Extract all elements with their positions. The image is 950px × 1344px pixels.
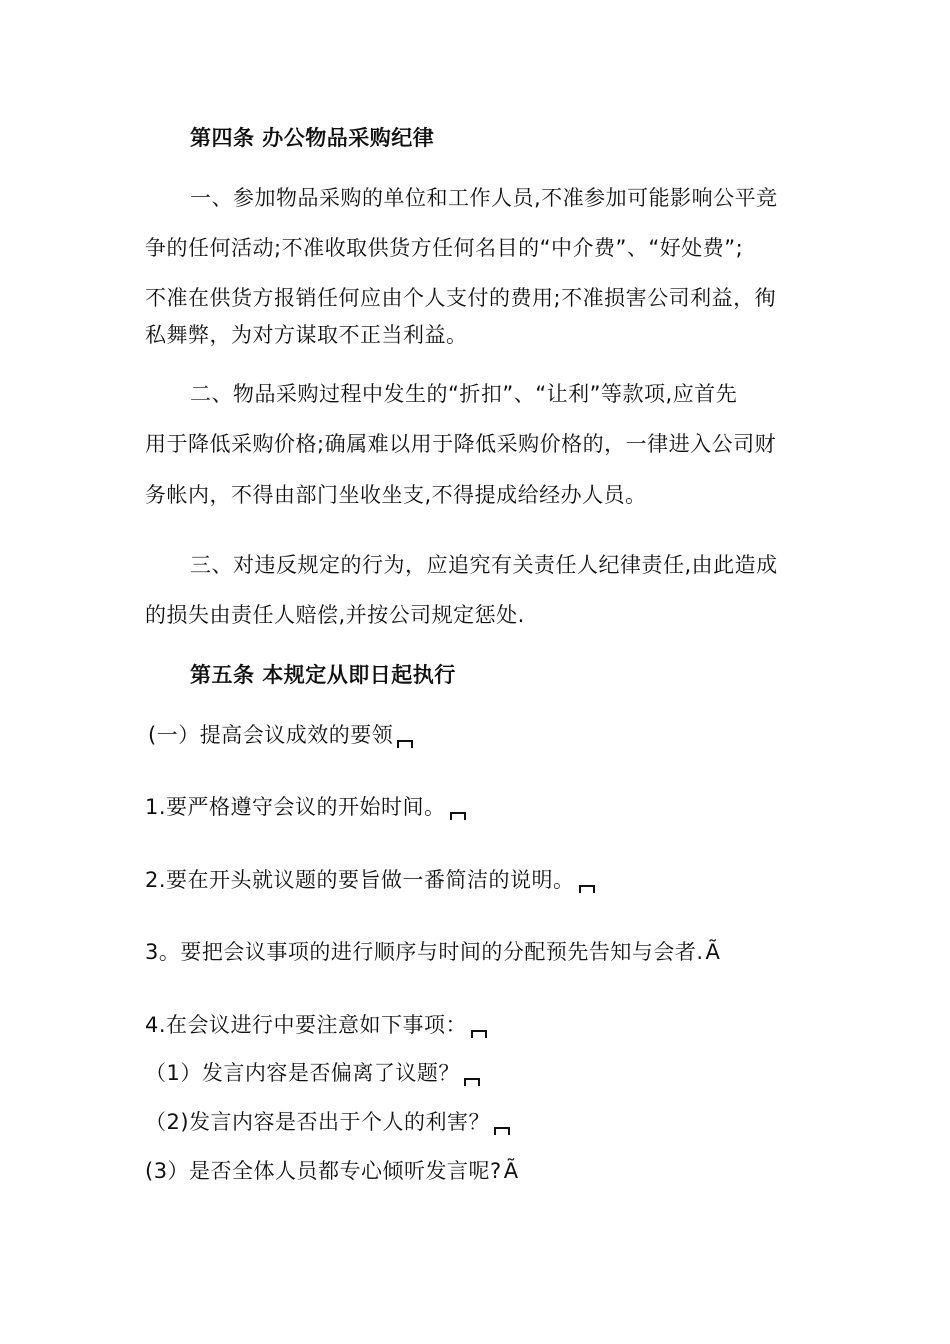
- list-item-3-mark: Ã: [705, 940, 721, 964]
- sub-item-1: [145, 1059, 480, 1087]
- paragraph-1-line-3: 不准在供货方报销任何应由个人支付的费用;不准损害公司利益，徇: [145, 286, 777, 310]
- paragraph-1-line-4: 私舞弊，为对方谋取不正当利益。: [145, 323, 468, 347]
- bracket-mark-icon: [494, 1127, 510, 1135]
- paragraph-2-line-2: 用于降低采购价格;确属难以用于降低采购价格的，一律进入公司财: [145, 432, 777, 456]
- paragraph-2-line-3: 务帐内，不得由部门坐收坐支,不得提成给经办人员。: [145, 483, 647, 507]
- list-item-3-text: 3。要把会议事项的进行顺序与时间的分配预先告知与会者.: [145, 940, 704, 964]
- list-item-3: [145, 938, 720, 966]
- list-item-4: [145, 1011, 487, 1039]
- list-item-2-text: 2.要在开头就议题的要旨做一番简洁的说明。: [145, 868, 575, 892]
- sub-item-2-text: （2)发言内容是否出于个人的利害？: [145, 1110, 491, 1134]
- list-heading: [148, 721, 413, 749]
- bracket-mark-icon: [579, 885, 595, 893]
- list-heading-text: (一）提高会议成效的要领: [148, 723, 394, 747]
- sub-item-2: [145, 1108, 510, 1136]
- article-5-title: 第五条 本规定从即日起执行: [190, 663, 456, 687]
- list-item-2: [145, 866, 595, 894]
- paragraph-2-line-1: 二、物品采购过程中发生的“折扣”、“让利”等款项,应首先: [190, 382, 738, 406]
- list-item-4-text: 4.在会议进行中要注意如下事项：: [145, 1013, 468, 1037]
- paragraph-1-line-1: 一、参加物品采购的单位和工作人员,不准参加可能影响公平竞: [190, 186, 778, 210]
- bracket-mark-icon: [471, 1030, 487, 1038]
- bracket-mark-icon: [450, 812, 466, 820]
- bracket-mark-icon: [464, 1078, 480, 1086]
- paragraph-1-line-2: 争的任何活动;不准收取供货方任何名目的“中介费”、“好处费”;: [145, 236, 744, 260]
- paragraph-3-line-1: 三、对违反规定的行为，应追究有关责任人纪律责任,由此造成: [190, 553, 778, 577]
- sub-item-3-text: (3）是否全体人员都专心倾听发言呢?: [145, 1159, 502, 1183]
- list-item-1-text: 1.要严格遵守会议的开始时间。: [145, 795, 446, 819]
- sub-item-3-mark: Ã: [503, 1159, 519, 1183]
- sub-item-3: [145, 1157, 519, 1185]
- list-item-1: [145, 793, 466, 821]
- bracket-mark-icon: [397, 740, 413, 748]
- paragraph-3-line-2: 的损失由责任人赔偿,并按公司规定惩处.: [145, 603, 525, 627]
- sub-item-1-text: （1）发言内容是否偏离了议题？: [145, 1061, 460, 1085]
- article-4-title: 第四条 办公物品采购纪律: [190, 126, 435, 150]
